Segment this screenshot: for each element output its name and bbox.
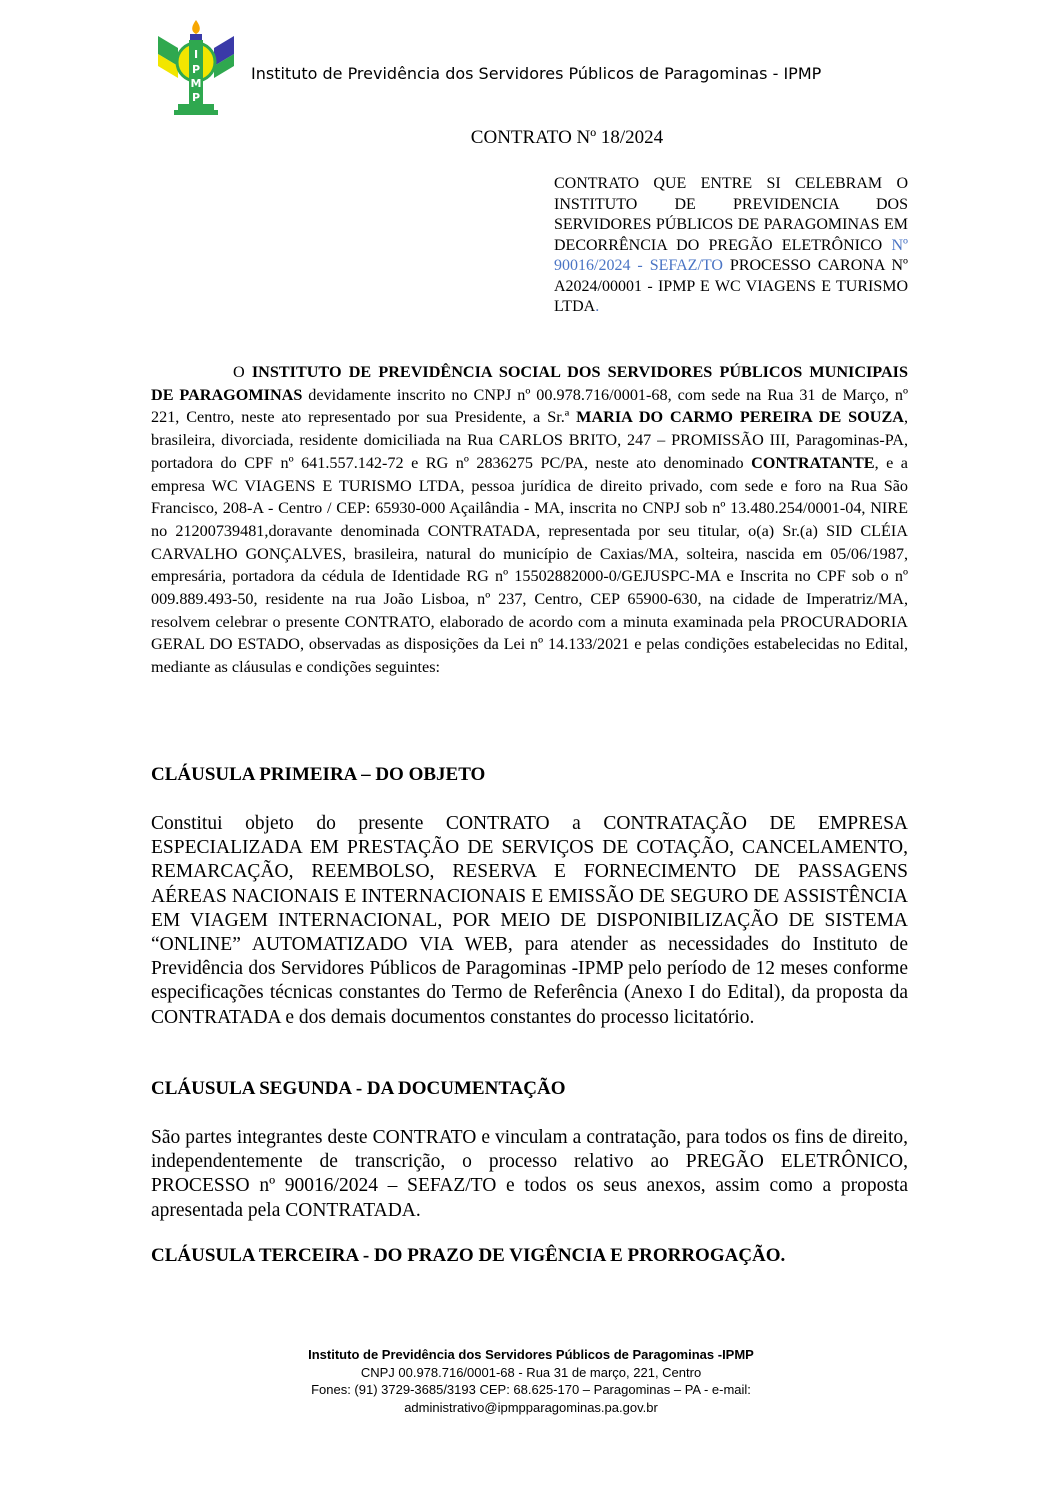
contract-title: [0, 127, 1058, 149]
header-institute-name: Instituto de Previdência dos Servidores Públicos de Paragominas - IPMP: [251, 64, 822, 83]
clause-2-heading: CLÁUSULA SEGUNDA - DA DOCUMENTAÇÃO: [151, 1078, 566, 1099]
footer-contact: Fones: (91) 3729-3685/3193 CEP: 68.625-170 – Paragominas – PA - e-mail:: [311, 1382, 751, 1397]
preamble-text-1: CONTRATO QUE ENTRE SI CELEBRAM O INSTITUTO DE PREVIDENCIA DOS SERVIDORES PÚBLICOS DE PARAGOMINAS EM DECORRÊNCIA DO PREGÃO ELETRÔNICO: [554, 175, 908, 254]
preamble-process-number: Nº 90016/2024 - SEFAZ/TO: [554, 236, 908, 274]
contract-title-text: CONTRATO Nº 18/2024: [470, 127, 664, 148]
logo-flame-icon: [192, 20, 200, 34]
intro-paragraph: [151, 361, 908, 679]
intro-text-1: O: [233, 363, 252, 381]
clause-2-body: São partes integrantes deste CONTRATO e vinculam a contratação, para todos os fins de direito, independentemente de transcrição, o processo relativo ao PREGÃO ELETRÔNICO, PROCESSO nº 90016/2024 – SEFAZ/TO e todos os seus anexos, assim como a proposta apresentada pela CONTRATADA.: [151, 1127, 908, 1221]
intro-contratante: CONTRATANTE: [751, 453, 875, 472]
svg-text:I: I: [193, 48, 199, 61]
svg-text:P: P: [191, 91, 201, 104]
preamble-end: .: [595, 298, 600, 315]
ipmp-logo: [156, 18, 236, 116]
footer-institute-name: Instituto de Previdência dos Servidores Públicos de Paragominas -IPMP: [308, 1347, 754, 1362]
intro-president-name: MARIA DO CARMO PEREIRA DE SOUZA: [576, 408, 904, 427]
footer-email: administrativo@ipmpparagominas.pa.gov.br: [404, 1399, 658, 1415]
svg-text:M: M: [190, 77, 202, 90]
intro-text-2: devidamente inscrito no CNPJ nº 00.978.716/0001-68, com sede na Rua 31 de Março, nº 221, Centro, neste ato representado por sua Presidente, a Sr.ª: [151, 385, 908, 427]
page-footer: [0, 1346, 1058, 1416]
footer-address: CNPJ 00.978.716/0001-68 - Rua 31 de março, 221, Centro: [360, 1364, 702, 1380]
contract-preamble: [554, 174, 908, 318]
intro-institute-name: INSTITUTO DE PREVIDÊNCIA SOCIAL DOS SERVIDORES PÚBLICOS MUNICIPAIS DE PARAGOMINAS: [151, 363, 908, 404]
clause-1-heading: CLÁUSULA PRIMEIRA – DO OBJETO: [151, 764, 486, 785]
clause-1-body: Constitui objeto do presente CONTRATO a CONTRATAÇÃO DE EMPRESA ESPECIALIZADA EM PRESTAÇÃO DE SERVIÇOS DE COTAÇÃO, CANCELAMENTO, REMARCAÇÃO, REEMBOLSO, RESERVA E FORNECIMENTO DE PASSAGENS AÉREAS NACIONAIS E INTERNACIONAIS E EMISSÃO DE SEGURO DE ASSISTÊNCIA EM VIAGEM INTERNACIONAL, POR MEIO DE DISPONIBILIZAÇÃO DE SISTEMA “ONLINE” AUTOMATIZADO VIA WEB, para atender as necessidades do Instituto de Previdência dos Servidores Públicos de Paragominas -IPMP pelo período de 12 meses conforme especificações técnicas constantes do Termo de Referência (Anexo I do Edital), da proposta da CONTRATADA e dos demais documentos constantes do processo licitatório.: [151, 813, 908, 1028]
intro-text-3: , brasileira, divorciada, residente domiciliada na Rua CARLOS BRITO, 247 – PROMISSÃO III, Paragominas-PA, portadora do CPF nº 641.557.142-72 e RG nº 2836275 PC/PA, neste ato denominado: [151, 408, 908, 472]
preamble-text-2: PROCESSO CARONA Nº A2024/00001 - IPMP E WC VIAGENS E TURISMO LTDA: [554, 257, 908, 315]
clause-3-heading: CLÁUSULA TERCEIRA - DO PRAZO DE VIGÊNCIA E PRORROGAÇÃO.: [151, 1245, 786, 1266]
intro-text-4: , e a empresa WC VIAGENS E TURISMO LTDA, pessoa jurídica de direito privado, com sede e foro na Rua São Francisco, 208-A - Centro / CEP: 65930-000 Açailândia - MA, inscrita no CNPJ sob nº 13.480.254/0001-04, NIRE no 21200739481,doravante denominada CONTRATADA, representada por seu titular, o(a) Sr.(a) SID CLÉIA CARVALHO GONÇALVES, brasileira, natural do município de Caxias/MA, solteira, nascida em 05/06/1987, empresária, portadora da cédula de Identidade RG nº 15502882000-0/GEJUSPC-MA e Inscrita no CPF sob o nº 009.889.493-50, residente na rua João Lisboa, nº 237, Centro, CEP 65900-630, na cidade de Imperatriz/MA, resolvem celebrar o presente CONTRATO, elaborado de acordo com a minuta examinada pela PROCURADORIA GERAL DO ESTADO, observadas as disposições da Lei nº 14.133/2021 e pelas condições estabelecidas no Edital, mediante as cláusulas e condições seguintes:: [151, 453, 908, 677]
svg-text:P: P: [191, 63, 201, 76]
